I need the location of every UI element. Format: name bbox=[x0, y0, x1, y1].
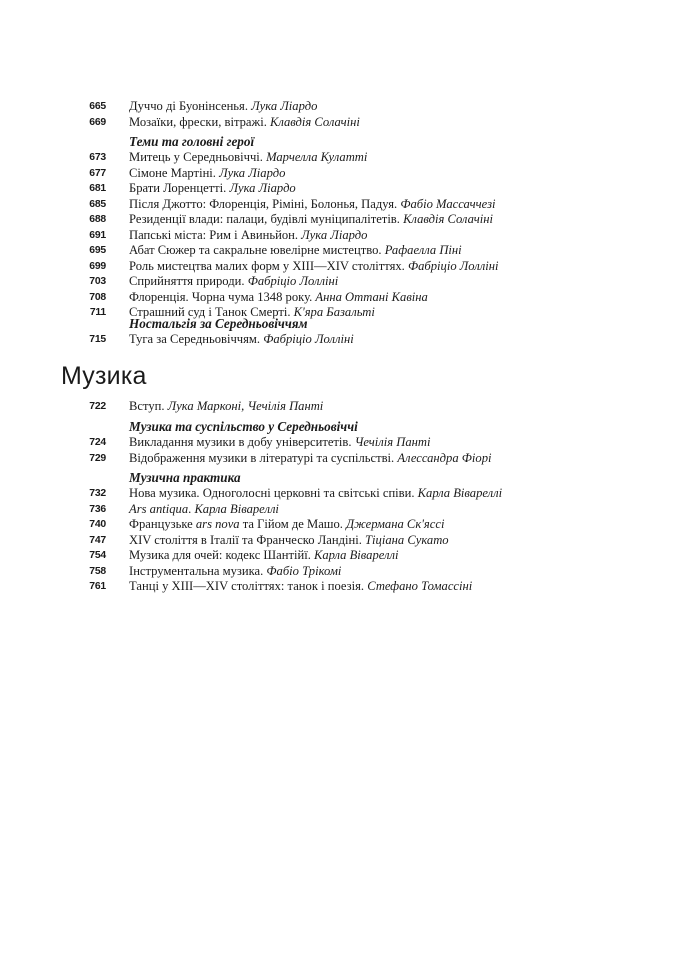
entry-author: Лука Ліардо bbox=[229, 181, 296, 195]
toc-art-nostalgia bbox=[0, 315, 687, 348]
toc-entry[interactable] bbox=[0, 502, 687, 518]
entry-title: Інструментальна музика. bbox=[129, 563, 267, 578]
entry-author: Карла Вівареллі bbox=[314, 548, 399, 562]
toc-entry[interactable] bbox=[0, 259, 687, 275]
page-number: 747 bbox=[89, 534, 106, 546]
subsection-heading: Ностальгія за Середньовіччям bbox=[129, 316, 308, 331]
entry-title: XIV століття в Італії та Франческо Ландіні. bbox=[129, 532, 366, 547]
entry-text bbox=[129, 243, 462, 259]
subsection-heading: Музика та суспільство у Середньовіччі bbox=[129, 419, 358, 434]
entry-author: Клавдія Солачіні bbox=[270, 114, 360, 129]
section-heading-music: Музика bbox=[61, 362, 147, 390]
page-number: 724 bbox=[89, 437, 106, 448]
entry-text bbox=[129, 502, 279, 518]
page-number: 677 bbox=[89, 167, 106, 179]
entry-author: Карла Вівареллі bbox=[194, 501, 279, 516]
toc-entry[interactable] bbox=[0, 115, 687, 131]
entry-author: Карла Вівареллі bbox=[417, 486, 503, 500]
page-number: 695 bbox=[89, 245, 106, 256]
entry-author: Джермана Ск'яссі bbox=[346, 517, 445, 531]
entry-author: Рафаелла Піні bbox=[384, 243, 462, 257]
toc-entry[interactable] bbox=[0, 517, 687, 533]
toc-entry[interactable] bbox=[0, 548, 687, 564]
entry-text bbox=[129, 150, 367, 166]
entry-text bbox=[129, 399, 323, 415]
entry-author: Лука Ліардо bbox=[219, 165, 286, 180]
entry-title-emphasis: Ars antiqua bbox=[129, 501, 189, 516]
entry-text bbox=[129, 486, 502, 502]
toc-entry[interactable] bbox=[0, 332, 687, 348]
toc-entry[interactable] bbox=[0, 533, 687, 549]
entry-text bbox=[129, 166, 285, 182]
toc-entry[interactable] bbox=[0, 435, 687, 451]
entry-author: Чечілія Панті bbox=[354, 435, 431, 449]
page-number: 665 bbox=[89, 101, 106, 112]
toc-entry[interactable] bbox=[0, 228, 687, 244]
entry-author: Лука Марконі, Чечілія Панті bbox=[167, 399, 324, 413]
toc-entry[interactable] bbox=[0, 212, 687, 228]
entry-title: Страшний суд і Танок Смерті. bbox=[129, 305, 294, 319]
entry-text bbox=[129, 274, 338, 290]
entry-title: Туга за Середньовіччям. bbox=[129, 332, 264, 346]
toc-entry[interactable] bbox=[0, 399, 687, 415]
entry-title: Митець у Середньовіччі. bbox=[129, 150, 267, 164]
entry-text bbox=[129, 548, 399, 564]
entry-text bbox=[129, 564, 341, 580]
toc-art-top bbox=[0, 99, 687, 130]
entry-author: Фабріціо Лолліні bbox=[263, 332, 354, 346]
toc-music-society bbox=[0, 418, 687, 466]
page-number: 761 bbox=[89, 581, 106, 592]
entry-title: Абат Сюжер та сакральне ювелірне мистецтво. bbox=[129, 243, 385, 257]
toc-art-themes bbox=[0, 133, 687, 321]
entry-text bbox=[129, 99, 317, 115]
toc-entry[interactable] bbox=[0, 274, 687, 290]
entry-text bbox=[129, 197, 496, 213]
page-number: 715 bbox=[89, 334, 106, 345]
entry-title: Сприйняття природи. bbox=[129, 274, 248, 288]
entry-author: Лука Ліардо bbox=[301, 227, 368, 242]
entry-title: Сімоне Мартіні. bbox=[129, 165, 220, 180]
toc-entry[interactable] bbox=[0, 243, 687, 259]
entry-author: Фабіо Массаччезі bbox=[400, 196, 496, 211]
entry-text bbox=[129, 290, 428, 306]
entry-text bbox=[129, 435, 431, 451]
entry-title: Танці у XIII—XIV століттях: танок і поезія. bbox=[129, 579, 368, 593]
page-number: 711 bbox=[89, 307, 106, 318]
entry-title: Відображення музики в літературі та суспільстві. bbox=[129, 450, 398, 465]
toc-music-intro bbox=[0, 399, 687, 415]
toc-entry[interactable] bbox=[0, 181, 687, 197]
entry-title-prefix: Французьке bbox=[129, 517, 196, 531]
entry-title: Нова музика. Одноголосні церковні та світські співи. bbox=[129, 486, 418, 500]
entry-author: Лука Ліардо bbox=[251, 99, 318, 113]
toc-entry[interactable] bbox=[0, 486, 687, 502]
entry-author: Клавдія Солачіні bbox=[403, 212, 493, 226]
entry-author: Алессандра Фіорі bbox=[397, 450, 492, 465]
page-number: 691 bbox=[89, 229, 106, 241]
entry-title: Викладання музики в добу університетів. bbox=[129, 435, 355, 449]
entry-text bbox=[129, 115, 360, 131]
page-number: 673 bbox=[89, 152, 106, 163]
entry-author: Анна Оттані Кавіна bbox=[315, 289, 428, 304]
subsection-heading: Теми та головні герої bbox=[129, 134, 255, 149]
entry-author: К'яра Базальті bbox=[293, 305, 375, 319]
entry-text bbox=[129, 212, 493, 228]
page-number: 758 bbox=[89, 565, 106, 577]
entry-title: Музика для очей: кодекс Шантійї. bbox=[129, 548, 315, 562]
entry-author: Фабіо Трікомі bbox=[266, 563, 342, 578]
entry-text bbox=[129, 533, 449, 549]
page-number: 708 bbox=[89, 291, 106, 303]
page-number: 736 bbox=[89, 503, 106, 515]
entry-title: Вступ. bbox=[129, 399, 168, 413]
entry-title: Після Джотто: Флоренція, Ріміні, Болонья, Падуя. bbox=[129, 196, 401, 211]
entry-title: Папські міста: Рим і Авиньйон. bbox=[129, 227, 302, 242]
entry-text bbox=[129, 451, 492, 467]
toc-entry[interactable] bbox=[0, 197, 687, 213]
entry-title: Брати Лоренцетті. bbox=[129, 181, 230, 195]
page-number: 669 bbox=[89, 116, 106, 128]
entry-author: Фабріціо Лолліні bbox=[247, 274, 339, 288]
entry-title: Мозаїки, фрески, вітражі. bbox=[129, 114, 270, 129]
toc-music-practice bbox=[0, 469, 687, 595]
toc-entry[interactable] bbox=[0, 451, 687, 467]
page-number: 732 bbox=[89, 488, 106, 499]
entry-title-emphasis: ars nova bbox=[195, 517, 240, 531]
entry-text bbox=[129, 181, 296, 197]
page-number: 688 bbox=[89, 214, 106, 225]
toc-entry[interactable] bbox=[0, 290, 687, 306]
toc-entry[interactable] bbox=[0, 150, 687, 166]
toc-entry[interactable] bbox=[0, 166, 687, 182]
entry-title: . bbox=[188, 501, 195, 516]
page-number: 703 bbox=[89, 276, 106, 287]
toc-entry[interactable] bbox=[0, 99, 687, 115]
entry-title: Дуччо ді Буонінсенья. bbox=[129, 99, 252, 113]
page-number: 740 bbox=[89, 519, 106, 530]
page-number: 754 bbox=[89, 550, 106, 561]
page-number: 699 bbox=[89, 260, 106, 272]
entry-text bbox=[129, 259, 499, 275]
page-number: 681 bbox=[89, 183, 106, 194]
page-number: 685 bbox=[89, 198, 106, 210]
entry-text bbox=[129, 228, 367, 244]
entry-title: та Гійом де Машо. bbox=[239, 517, 347, 531]
entry-title: Флоренція. Чорна чума 1348 року. bbox=[129, 289, 316, 304]
entry-author: Марчелла Кулатті bbox=[266, 150, 368, 164]
entry-title: Роль мистецтва малих форм у XIII—XIV століттях. bbox=[129, 258, 408, 273]
entry-author: Стефано Томассіні bbox=[367, 579, 473, 593]
entry-text bbox=[129, 579, 472, 595]
entry-author: Фабріціо Лолліні bbox=[407, 258, 499, 273]
toc-entry[interactable] bbox=[0, 579, 687, 595]
toc-entry[interactable] bbox=[0, 564, 687, 580]
entry-text bbox=[129, 332, 354, 348]
entry-text bbox=[129, 517, 444, 533]
page-number: 722 bbox=[89, 401, 106, 412]
subsection-heading: Музична практика bbox=[129, 470, 241, 485]
page-number: 729 bbox=[89, 452, 106, 464]
entry-title: Резиденції влади: палаци, будівлі муніципалітетів. bbox=[129, 212, 404, 226]
entry-author: Тіціана Сукато bbox=[365, 532, 449, 547]
